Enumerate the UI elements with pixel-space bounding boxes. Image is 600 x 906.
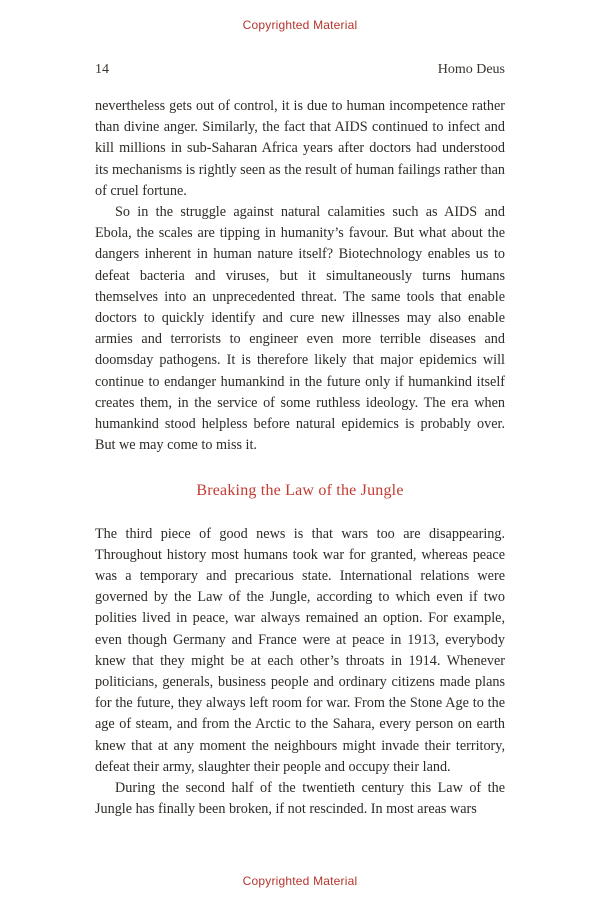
body-text	[95, 96, 505, 821]
running-header-title: Homo Deus	[437, 62, 505, 77]
paragraph: During the second half of the twentieth century this Law of the Jungle has finally been broken, if not rescinded. In most areas wars	[95, 780, 505, 818]
section-heading: Breaking the Law of the Jungle	[196, 482, 404, 500]
running-head	[95, 62, 505, 78]
paragraph: So in the struggle against natural calamities such as AIDS and Ebola, the scales are tipping in humanity’s favour. But what about the dangers inherent in human nature itself? Biotechnology enables us to defeat bacteria and viruses, but it simultaneously turns humans themselves into an unprecedented threat. The same tools that enable doctors to quickly identify and cure new illnesses may also enable armies and terrorists to engineer even more terrible diseases and doomsday pathogens. It is therefore likely that major epidemics will continue to endanger humankind in the future only if humankind itself creates them, in the service of some ruthless ideology. The era when humankind stood helpless before natural epidemics is probably over. But we may come to miss it.	[95, 204, 505, 454]
page-number: 14	[95, 62, 109, 77]
copyright-notice-bottom: Copyrighted Material	[242, 874, 358, 888]
copyright-notice-top: Copyrighted Material	[242, 18, 358, 32]
paragraph: The third piece of good news is that wars too are disappearing. Throughout history most humans took war for granted, whereas peace was a temporary and precarious state. International relations were governed by the Law of the Jungle, according to which even if two polities lived in peace, war always remained an option. For example, even though Germany and France were at peace in 1913, everybody knew that they might be at each other’s throats in 1914. Whenever politicians, generals, business people and ordinary citizens made plans for the future, they always left room for war. From the Stone Age to the age of steam, and from the Arctic to the Sahara, every person on earth knew that at any moment the neighbours might invade their territory, defeat their army, slaughter their people and occupy their land.	[95, 525, 505, 775]
paragraph-continuation: nevertheless gets out of control, it is due to human incompetence rather than divine anger. Similarly, the fact that AIDS continued to infect and kill millions in sub-Saharan Africa years after doctors had understood its mechanisms is rightly seen as the result of human failings rather than of cruel fortune.	[95, 98, 505, 199]
